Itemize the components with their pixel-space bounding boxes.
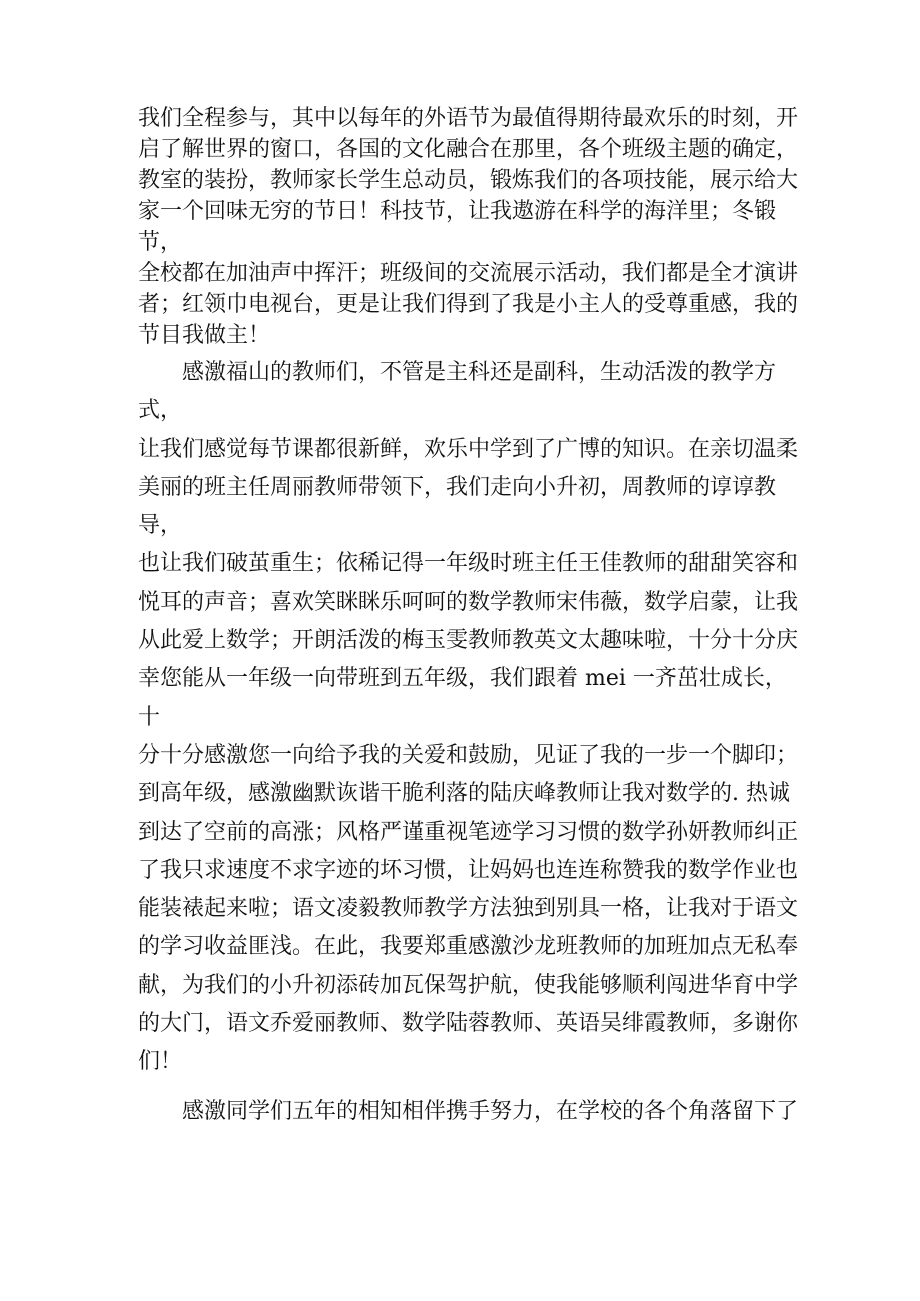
paragraph-teachers: 感激福山的教师们，不管是主科还是副科，生动活泼的教学方式， 让我们感觉每节课都很新鲜，欢乐中学到了广博的知识。在亲切温柔 美丽的班主任周丽教师带领下，我们走向小升初，周教师的谆谆教导， 也让我们破茧重生；依稀记得一年级时班主任王佳教师的甜甜笑容和 悦耳的声音；喜欢笑眯眯乐呵呵的数学教师宋伟薇，数学启蒙，让我 从此爱上数学；开朗活泼的梅玉雯教师教英文太趣味啦，十分十分庆 幸您能从一年级一向带班到五年级，我们跟着 mei 一齐茁壮成长，十 分十分感激您一向给予我的关爱和鼓励，见证了我的一步一个脚印； 到高年级，感激幽默诙谐干脆利落的陆庆峰教师让我对数学的. 热诚 到达了空前的高涨；风格严谨重视笔迹学习习惯的数学孙妍教师纠正 了我只求速度不求字迹的坏习惯，让妈妈也连连称赞我的数学作业也 能装裱起来啦；语文凌毅教师教学方法独到别具一格，让我对于语文 的学习收益匪浅。在此，我要郑重感激沙龙班教师的加班加点无私奉 献，为我们的小升初添砖加瓦保驾护航，使我能够顺利闯进华育中学 的大门，语文乔爱丽教师、数学陆蓉教师、英语吴绯霞教师，多谢你 们！ [138,360,798,1075]
paragraph-festivals: 我们全程参与，其中以每年的外语节为最值得期待最欢乐的时刻，开 启了解世界的窗口，各国的文化融合在那里，各个班级主题的确定， 教室的装扮，教师家长学生总动员，锻炼我们的各项技能，展示给大 家一个回味无穷的节日！科技节，让我遨游在科学的海洋里；冬锻节， 全校都在加油声中挥汗；班级间的交流展示活动，我们都是全才演讲 者；红领巾电视台，更是让我们得到了我是小主人的受尊重感，我的 节目我做主！ [138,106,798,348]
paragraph-classmates: 感激同学们五年的相知相伴携手努力，在学校的各个角落留下了 [138,1099,798,1124]
